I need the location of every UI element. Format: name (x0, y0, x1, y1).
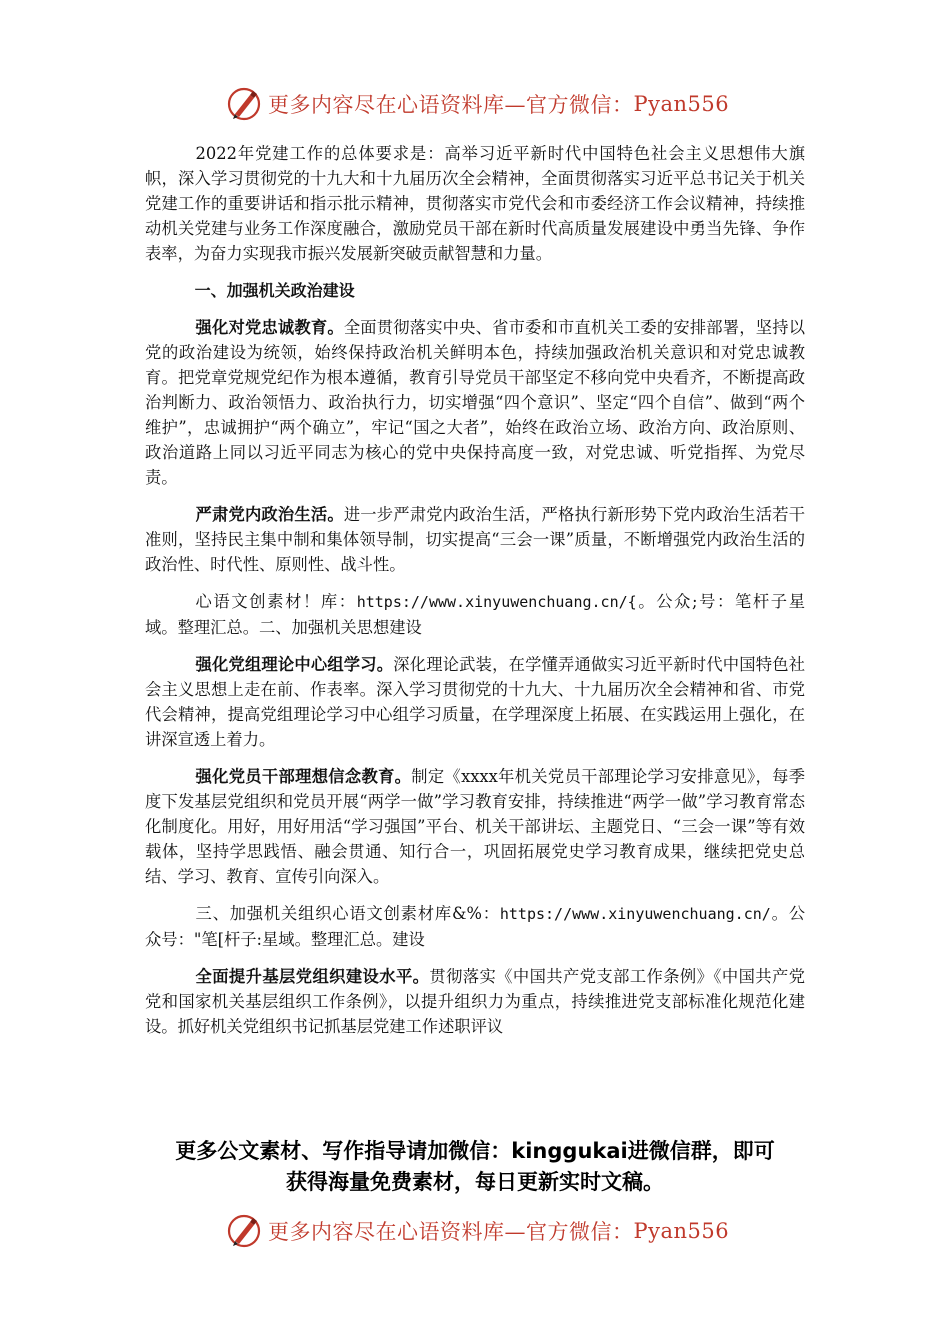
watermark-url: https://www.xinyuwenchuang.cn/ (499, 905, 771, 923)
banner-text: 更多内容尽在心语资料库—官方微信： (268, 1220, 634, 1244)
paragraph-text: 深化理论武装，在学懂弄通做实习近平新时代中国特色社会主义思想上走在前、作表率。深入学习贯彻党的十九大、十九届历次全会精神和省、市党代会精神，提高党组理论学习中心组学习质量，在学理深度上拓展、在实践运用上强化，在讲深宣透上着力。 (145, 655, 805, 749)
paragraph-watermark-2 (145, 901, 805, 952)
promo-line-2: 获得海量免费素材，每日更新实时文稿。 (286, 1170, 664, 1194)
paragraph-grassroots (145, 964, 805, 1039)
paragraph-lead: 严肃党内政治生活。 (195, 505, 344, 524)
intro-paragraph: 2022年党建工作的总体要求是：高举习近平新时代中国特色社会主义思想伟大旗帜，深入学习贯彻党的十九大和十九届历次全会精神，全面贯彻落实习近平总书记关于机关党建工作的重要讲话和指示批示精神，贯彻落实市党代会和市委经济工作会议精神，持续推动机关党建与业务工作深度融合，激励党员干部在新时代高质量发展建设中勇当先锋、争作表率，为奋力实现我市振兴发展新突破贡献智慧和力量。 (145, 144, 805, 263)
paragraph-text: 进一步严肃党内政治生活，严格执行新形势下党内政治生活若干准则，坚持民主集中制和集体领导制，切实提高“三会一课”质量，不断增强党内政治生活的政治性、时代性、原则性、战斗性。 (145, 505, 805, 574)
watermark-text: 。公众号："笔[杆子:星域。整理汇总。建设 (145, 904, 805, 949)
paragraph-political-life (145, 502, 805, 577)
paragraph-theory-study (145, 652, 805, 752)
paragraph-ideals-education (145, 764, 805, 889)
paragraph-lead: 强化党组理论中心组学习。 (195, 655, 394, 674)
document-body (145, 141, 805, 1051)
bottom-banner (226, 1211, 729, 1251)
top-banner (226, 84, 729, 124)
banner-wechat-id: Pyan556 (633, 92, 730, 116)
pen-logo-icon (226, 86, 262, 122)
watermark-text: 。公众;号：笔杆子星域。整理汇总。二、加强机关思想建设 (145, 592, 805, 637)
watermark-text: 心语文创素材！库： (195, 592, 357, 611)
paragraph-lead: 强化党员干部理想信念教育。 (195, 767, 412, 786)
paragraph-watermark-1 (145, 589, 805, 640)
pen-logo-icon (226, 1213, 262, 1249)
watermark-url: https://www.xinyuwenchuang.cn/{ (356, 593, 637, 611)
paragraph-lead: 强化对党忠诚教育。 (195, 318, 344, 337)
paragraph-loyalty (145, 315, 805, 490)
watermark-text: 三、加强机关组织心语文创素材库&%： (195, 904, 500, 923)
paragraph-text: 制定《xxxx年机关党员干部理论学习安排意见》，每季度下发基层党组织和党员开展“两学一做”学习教育安排，持续推进“两学一做”学习教育常态化制度化。用好，用好用活“学习强国”平台、机关干部讲坛、主题党日、“三会一课”等有效载体，坚持学思践悟、融会贯通、知行合一，巩固拓展党史学习教育成果，继续把党史总结、学习、教育、宣传引向深入。 (145, 767, 805, 886)
banner-text: 更多内容尽在心语资料库—官方微信： (268, 93, 634, 117)
promo-line-1: 更多公文素材、写作指导请加微信：kinggukai进微信群，即可 (175, 1139, 775, 1163)
paragraph-text: 全面贯彻落实中央、省市委和市直机关工委的安排部署，坚持以党的政治建设为统领，始终保持政治机关鲜明本色，持续加强政治机关意识和对党忠诚教育。把党章党规党纪作为根本遵循，教育引导党员干部坚定不移向党中央看齐，不断提高政治判断力、政治领悟力、政治执行力，切实增强“四个意识”、坚定“四个自信”、做到“两个维护”，忠诚拥护“两个确立”，牢记“国之大者”，始终在政治立场、政治方向、政治原则、政治道路上同以习近平同志为核心的党中央保持高度一致，对党忠诚、听党指挥、为党尽责。 (145, 318, 805, 487)
paragraph-lead: 全面提升基层党组织建设水平。 (195, 967, 430, 986)
section-heading-1: 一、加强机关政治建设 (194, 281, 355, 300)
paragraph-text: 贯彻落实《中国共产党支部工作条例》《中国共产党党和国家机关基层组织工作条例》，以提升组织力为重点，持续推进党支部标准化规范化建设。抓好机关党组织书记抓基层党建工作述职评议 (145, 967, 805, 1036)
banner-wechat-id: Pyan556 (633, 1219, 730, 1243)
promo-notice (120, 1136, 830, 1198)
